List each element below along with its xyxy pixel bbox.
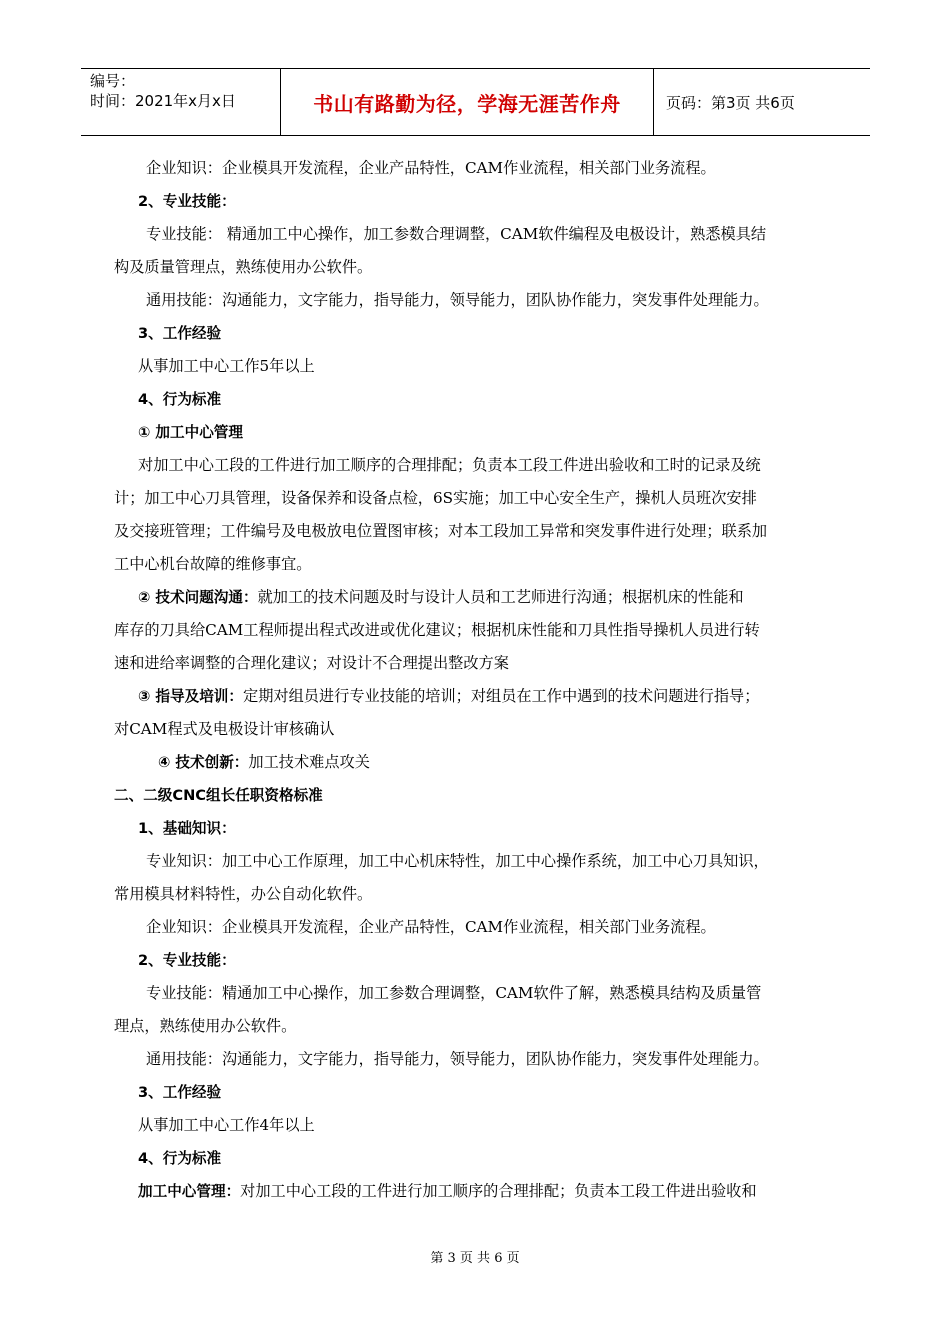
document-body xyxy=(114,152,844,1208)
time-label: 时间：2021年x月x日 xyxy=(90,92,236,110)
bold-heading: ④ 技术创新： xyxy=(158,754,249,771)
text-line xyxy=(114,1076,844,1109)
text-line xyxy=(114,1010,844,1043)
bold-heading: 1、基础知识： xyxy=(138,820,236,837)
text-line: ① 加工中心管理 xyxy=(138,424,244,441)
text-line xyxy=(114,878,844,911)
page-header xyxy=(81,68,870,136)
header-motto: 书山有路勤为径，学海无涯苦作舟 xyxy=(281,69,654,135)
line-text: 对加工中心工段的工件进行加工顺序的合理排配；负责本工段工件进出验收和 xyxy=(240,1182,757,1200)
text-line: 构及质量管理点，熟练使用办公软件。 xyxy=(114,258,373,276)
bold-heading: 4、行为标准 xyxy=(138,1150,222,1167)
bold-heading: ② 技术问题沟通： xyxy=(138,589,258,606)
line-text: 通用技能：沟通能力，文字能力，指导能力，领导能力，团队协作能力，突发事件处理能力。 xyxy=(146,1050,769,1068)
text-line xyxy=(114,812,844,845)
bold-heading: 加工中心管理： xyxy=(138,1183,241,1200)
text-line xyxy=(114,1109,844,1142)
text-line: 从事加工中心工作5年以上 xyxy=(138,357,315,375)
bold-heading: 2、专业技能： xyxy=(138,952,236,969)
text-line: 专业技能： 精通加工中心操作，加工参数合理调整，CAM软件编程及电极设计，熟悉模具结 xyxy=(146,225,767,243)
text-line xyxy=(114,614,844,647)
line-text: 速和进给率调整的合理化建议；对设计不合理提出整改方案 xyxy=(114,654,509,672)
text-line xyxy=(114,1043,844,1076)
page-footer: 第 3 页 共 6 页 xyxy=(430,1251,520,1266)
line-text: 就加工的技术问题及时与设计人员和工艺师进行沟通；根据机床的性能和 xyxy=(257,588,744,606)
line-text: 常用模具材料特性，办公自动化软件。 xyxy=(114,885,373,903)
line-text: 专业技能：精通加工中心操作，加工参数合理调整，CAM软件了解，熟悉模具结构及质量管 xyxy=(146,984,762,1002)
line-text: 企业知识：企业模具开发流程，企业产品特性，CAM作业流程，相关部门业务流程。 xyxy=(146,918,716,936)
text-line xyxy=(114,647,844,680)
line-text: 从事加工中心工作4年以上 xyxy=(138,1116,315,1134)
header-page-info: 页码：第3页 共6页 xyxy=(666,93,795,112)
text-line xyxy=(114,713,844,746)
text-line xyxy=(114,944,844,977)
text-line: 4、行为标准 xyxy=(138,391,222,408)
text-line: 对加工中心工段的工件进行加工顺序的合理排配；负责本工段工件进出验收和工时的记录及统 xyxy=(138,456,761,474)
bold-heading: 3、工作经验 xyxy=(138,1084,222,1101)
line-text: 对CAM程式及电极设计审核确认 xyxy=(114,720,335,738)
text-line: 3、工作经验 xyxy=(138,325,222,342)
text-line: 通用技能：沟通能力，文字能力，指导能力，领导能力，团队协作能力，突发事件处理能力。 xyxy=(146,291,769,309)
line-text: 理点，熟练使用办公软件。 xyxy=(114,1017,297,1035)
text-line: 计；加工中心刀具管理，设备保养和设备点检，6S实施；加工中心安全生产，操机人员班次安排 xyxy=(114,489,757,507)
text-line xyxy=(114,779,844,812)
line-text: 定期对组员进行专业技能的培训；对组员在工作中遇到的技术问题进行指导； xyxy=(243,687,760,705)
text-line xyxy=(114,977,844,1010)
text-line xyxy=(114,911,844,944)
text-line xyxy=(114,1142,844,1175)
bold-heading: 二、二级CNC组长任职资格标准 xyxy=(114,787,323,804)
text-line: 企业知识：企业模具开发流程，企业产品特性，CAM作业流程，相关部门业务流程。 xyxy=(146,159,716,177)
text-line: 工中心机台故障的维修事宜。 xyxy=(114,555,312,573)
text-line xyxy=(114,581,844,614)
text-line xyxy=(114,746,844,779)
bold-heading: ③ 指导及培训： xyxy=(138,688,244,705)
text-line xyxy=(114,845,844,878)
line-text: 库存的刀具给CAM工程师提出程式改进或优化建议；根据机床性能和刀具性指导操机人员进行转 xyxy=(114,621,760,639)
text-line: 2、专业技能： xyxy=(138,193,236,210)
code-label: 编号： xyxy=(90,72,136,90)
text-line xyxy=(114,680,844,713)
header-meta xyxy=(81,69,281,135)
text-line xyxy=(114,1175,844,1208)
line-text: 专业知识：加工中心工作原理，加工中心机床特性，加工中心操作系统，加工中心刀具知识， xyxy=(146,852,769,870)
line-text: 加工技术难点攻关 xyxy=(248,753,370,771)
text-line: 及交接班管理；工件编号及电极放电位置图审核；对本工段加工异常和突发事件进行处理；联系加 xyxy=(114,522,768,540)
